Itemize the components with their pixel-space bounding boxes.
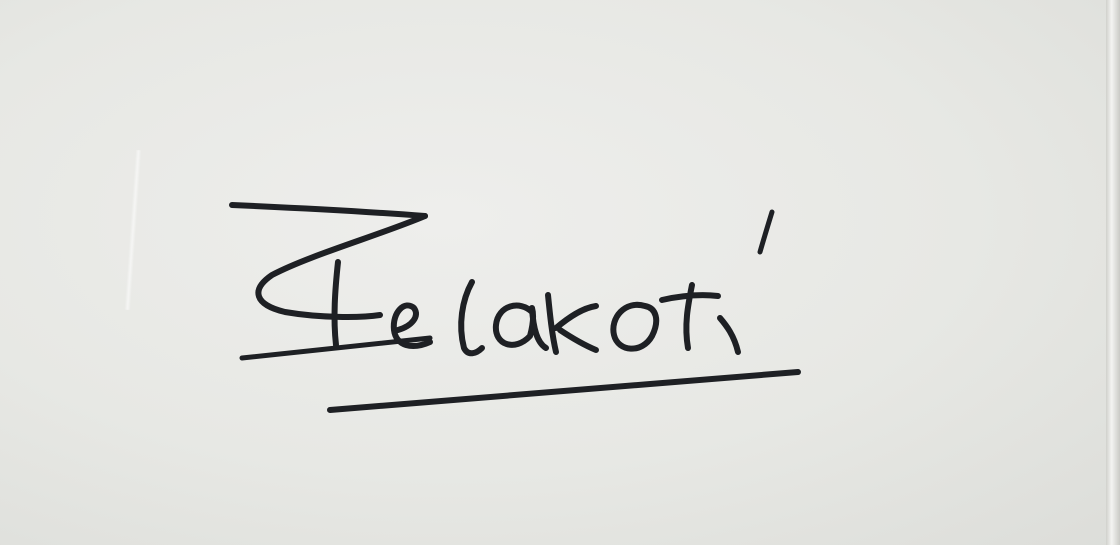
signature-stroke-z-top [232,205,425,216]
signature-stroke-i [720,318,738,352]
signature-stroke-final-underline [330,372,798,410]
signature-stroke-l [461,282,482,353]
signature-stroke-o [613,305,656,349]
signature-strokes [232,205,798,410]
signature-stroke-accent [760,212,772,252]
signature-stroke-k [548,295,596,352]
signature-stroke-a [496,306,546,348]
signature-stroke-z-body [258,216,425,317]
signature-stroke-z-stem [335,262,338,345]
signature-stroke-t [662,285,718,348]
